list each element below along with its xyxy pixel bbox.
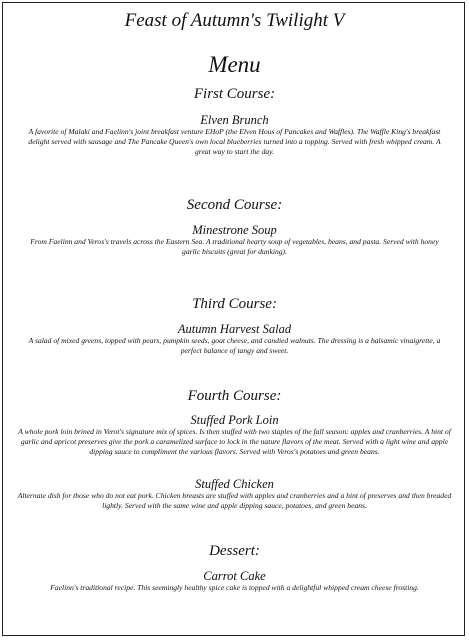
dish-description: A whole pork loin brined in Verot's signature mix of spices. Is then stuffed with two staples of the fall season: apples and cranberries. A hint of garlic and apricot preserves give the pork a caramelized surface to lock in the nature flavors of the meat. Served with a light wine and apple dipping sauce to compliment the various flavors. Served with Veros's potatoes and green beans. (18, 427, 451, 457)
dish-name: Autumn Harvest Salad (177, 322, 292, 336)
dish-name: Minestrone Soup (192, 223, 277, 237)
event-title: Feast of Autumn's Twilight V (124, 10, 345, 31)
course-title: Dessert: (209, 543, 260, 559)
dish-description: From Faelinn and Veros's travels across the Eastern Sea. A traditional hearty soup of vegetables, beans, and pasta. Served with honey garlic biscuits (great for dunking). (30, 237, 439, 257)
dish-description: Alternate dish for those who do not eat pork. Chicken breasts are stuffed with apples and cranberries and a hint of preserves and then breaded lightly. Served with the same wine and apple dipping sauce, potatoes, and green beans. (17, 491, 452, 511)
dish-name: Carrot Cake (203, 569, 266, 583)
dish-description: A favorite of Malaki and Faelinn's joint breakfast venture EHoP (the Elven Hous of Pancakes and Waffles). The Waffle King's breakfast delight served with sausage and The Pancake Queen's own local blueberries turned into a topping. Served with fresh whipped cream. A great way to start the day. (28, 127, 441, 157)
course-second (22, 197, 447, 257)
dish-name: Elven Brunch (200, 113, 269, 127)
course-fourth-alternate (14, 477, 455, 511)
course-dessert (14, 543, 455, 593)
course-third (22, 296, 447, 356)
course-title: Fourth Course: (187, 388, 282, 404)
menu-heading: Menu (208, 52, 261, 77)
course-title: Third Course: (192, 296, 277, 312)
dish-description: Faelinn's traditional recipe. This seemingly healthy spice cake is topped with a delightful whipped cream cheese frosting. (50, 583, 419, 592)
dish-name: Stuffed Pork Loin (190, 413, 279, 427)
dish-description: A salad of mixed greens, topped with pears, pumpkin seeds, goat cheese, and candied walnuts. The dressing is a balsamic vinaigrette, a perfect balance of tangy and sweet. (28, 336, 441, 356)
dish-name: Stuffed Chicken (195, 477, 274, 491)
course-fourth (14, 388, 455, 458)
course-title: Second Course: (186, 197, 283, 213)
course-title: First Course: (193, 86, 276, 102)
course-first (22, 86, 447, 158)
